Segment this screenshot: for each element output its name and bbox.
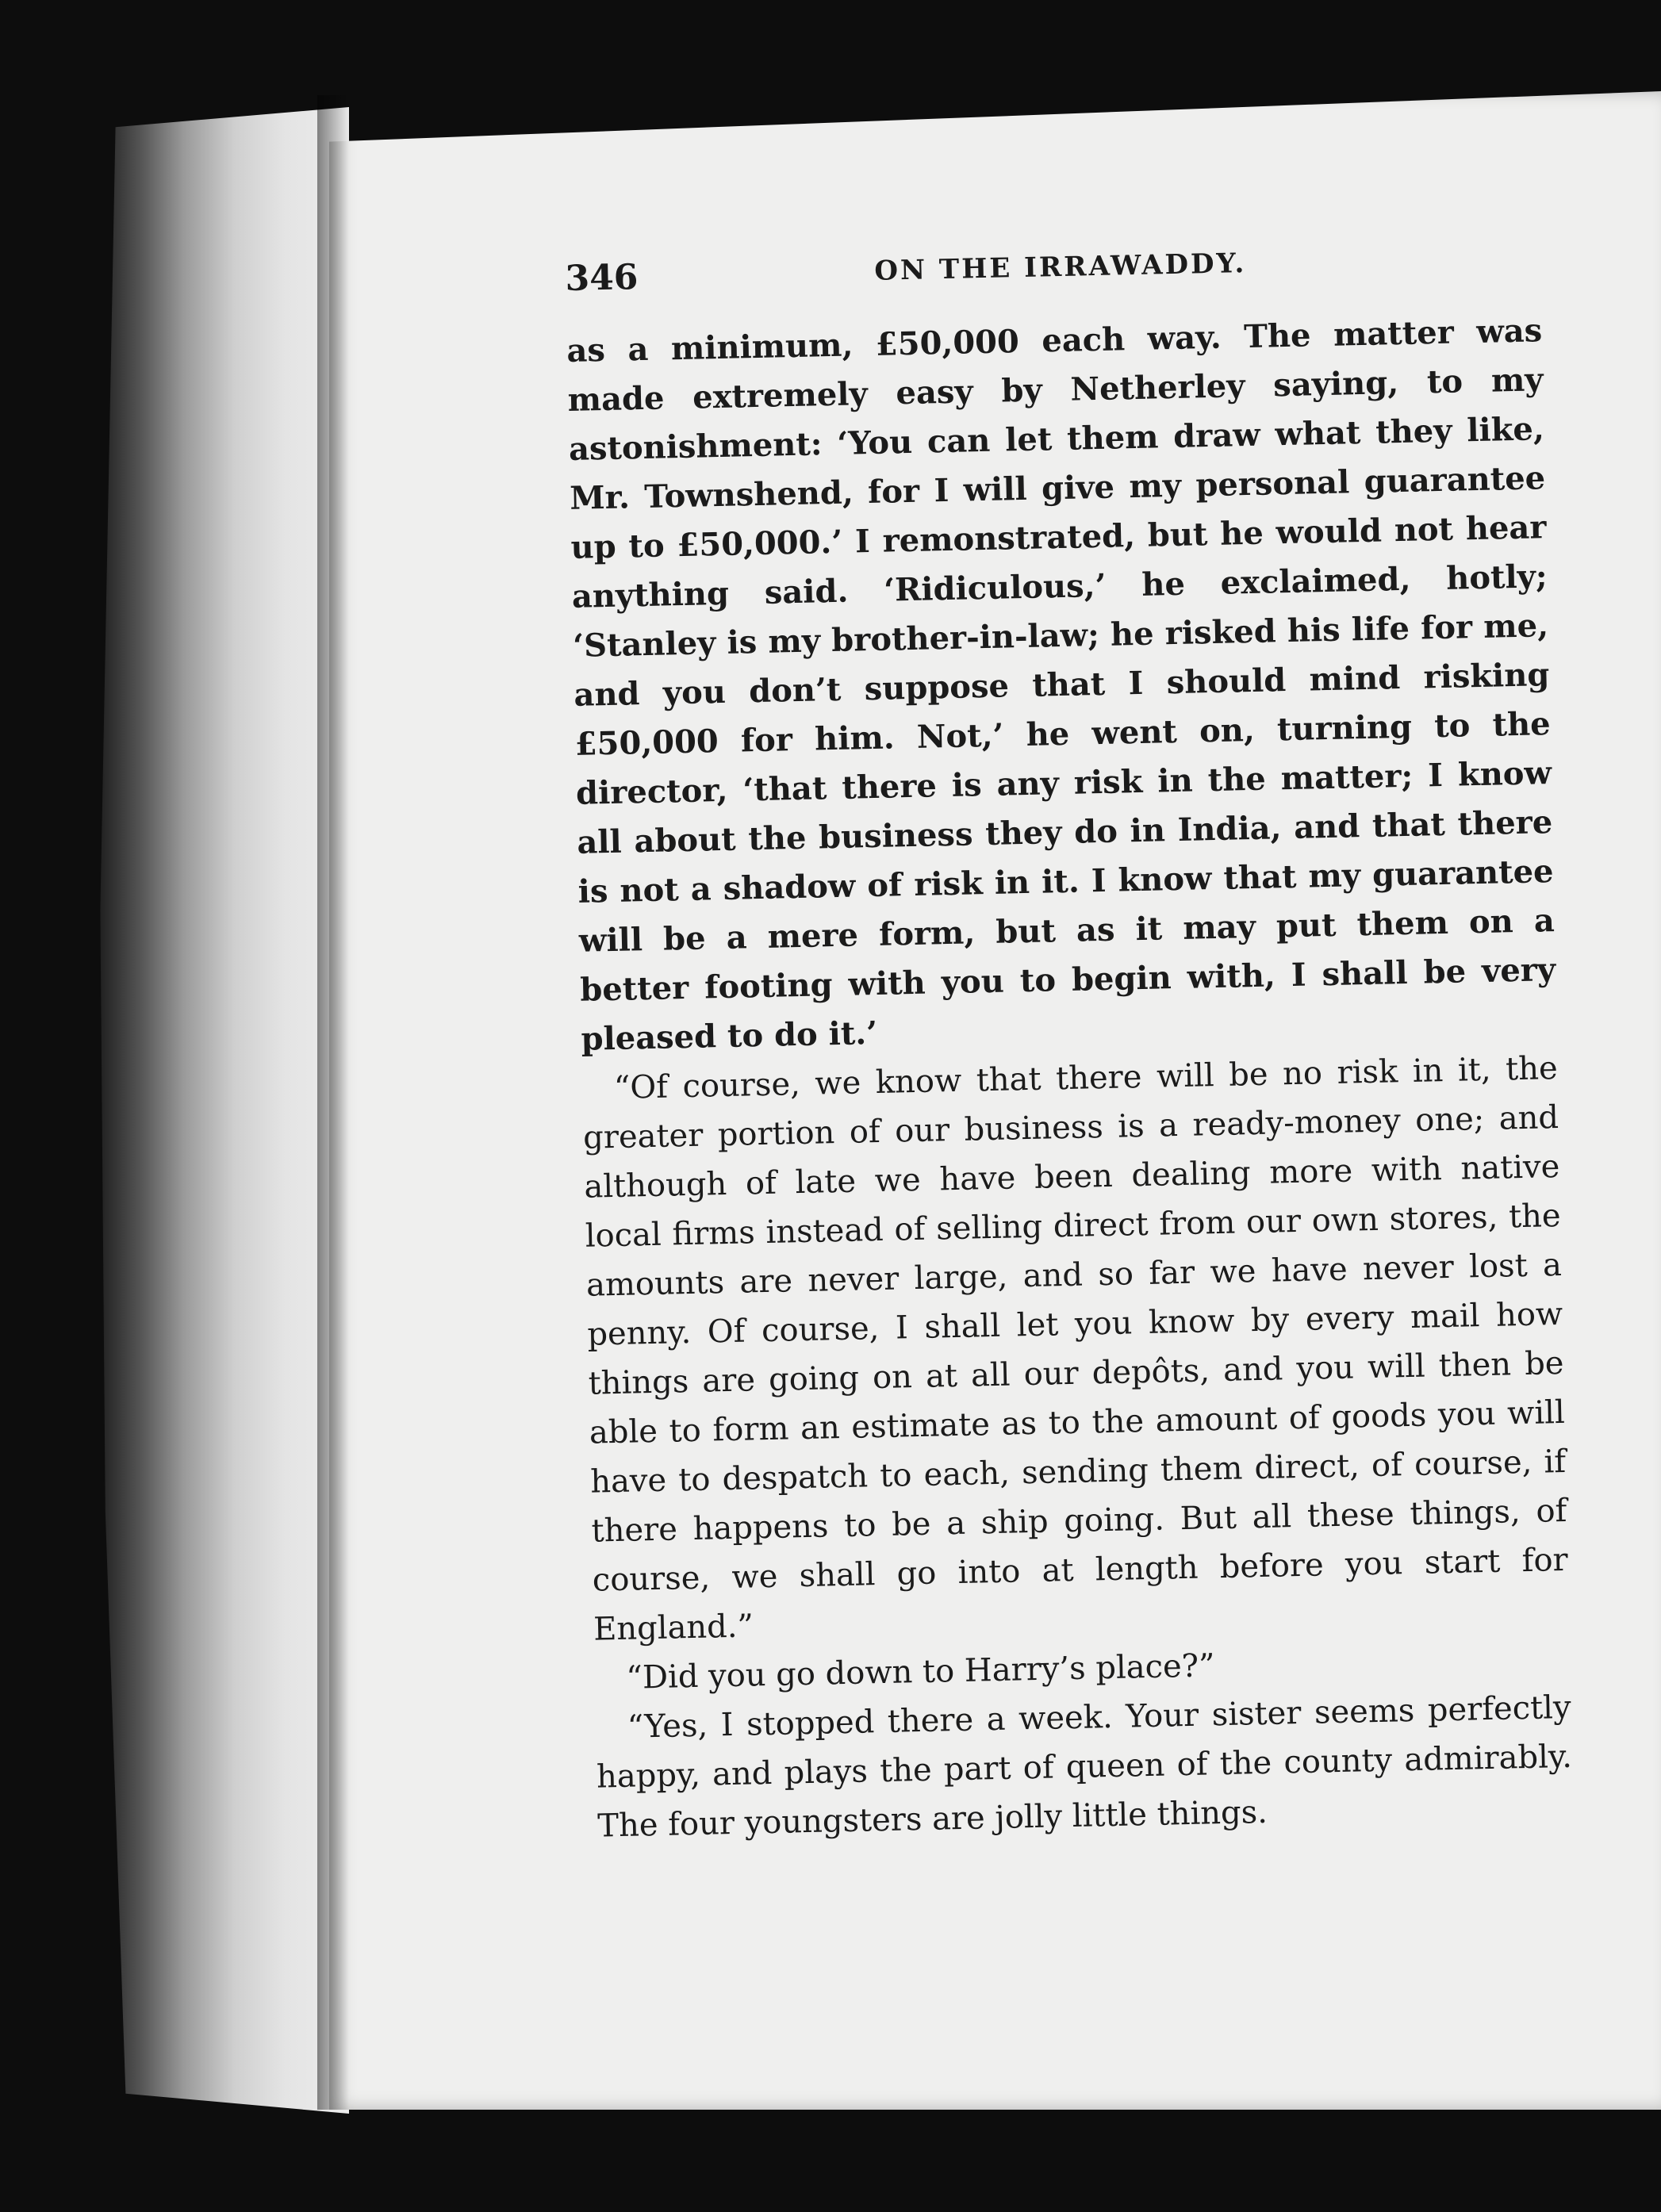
paragraph-1: as a minimum, £50,000 each way. The matter was made extremely easy by Netherley saying, to my astonishment: ‘You can let them draw what they like, Mr. Townshend, for I will give my personal guarantee up to £50,000.’ I remonstrated, but he would not hear anything said. ‘Ridiculous,’ he exclaimed, hotly; ‘Stanley is my brother-in-law; he risked his life for me, and you don’t suppose that I should mind risking £50,000 for him. Not,’ he went on, turning to the director, ‘that there is any risk in the matter; I know all about the business they do in India, and that there is not a shadow of risk in it. I know that my guarantee will be a mere form, but as it may put them on a better footing with you to begin with, I shall be very pleased to do it.’	[566, 312, 1556, 1058]
page-content	[565, 238, 1574, 1850]
paragraph-3: “Did you go down to Harry’s place?”	[626, 1647, 1216, 1696]
running-title: ON THE IRRAWADDY.	[873, 247, 1247, 287]
gutter-shadow	[317, 95, 349, 2110]
paragraph-4: “Yes, I stopped there a week. Your sister seems perfectly happy, and plays the part of queen of the county admirably. The four youngsters are jolly little things.	[596, 1689, 1573, 1845]
book-page-edges	[95, 107, 349, 2114]
page-number: 346	[565, 257, 639, 299]
paragraph-2: “Of course, we know that there will be no risk in it, the greater portion of our business is a ready-money one; and although of late we have been dealing more with native local firms instead of selling direct from our own stores, the amounts are never large, and so far we have never lost a penny. Of course, I shall let you know by every mail how things are going on at all our depôts, and you will then be able to form an estimate as to the amount of goods you will have to despatch to each, sending them direct, of course, if there happens to be a ship going. But all these things, of course, we shall go into at length before you start for England.”	[582, 1050, 1569, 1648]
